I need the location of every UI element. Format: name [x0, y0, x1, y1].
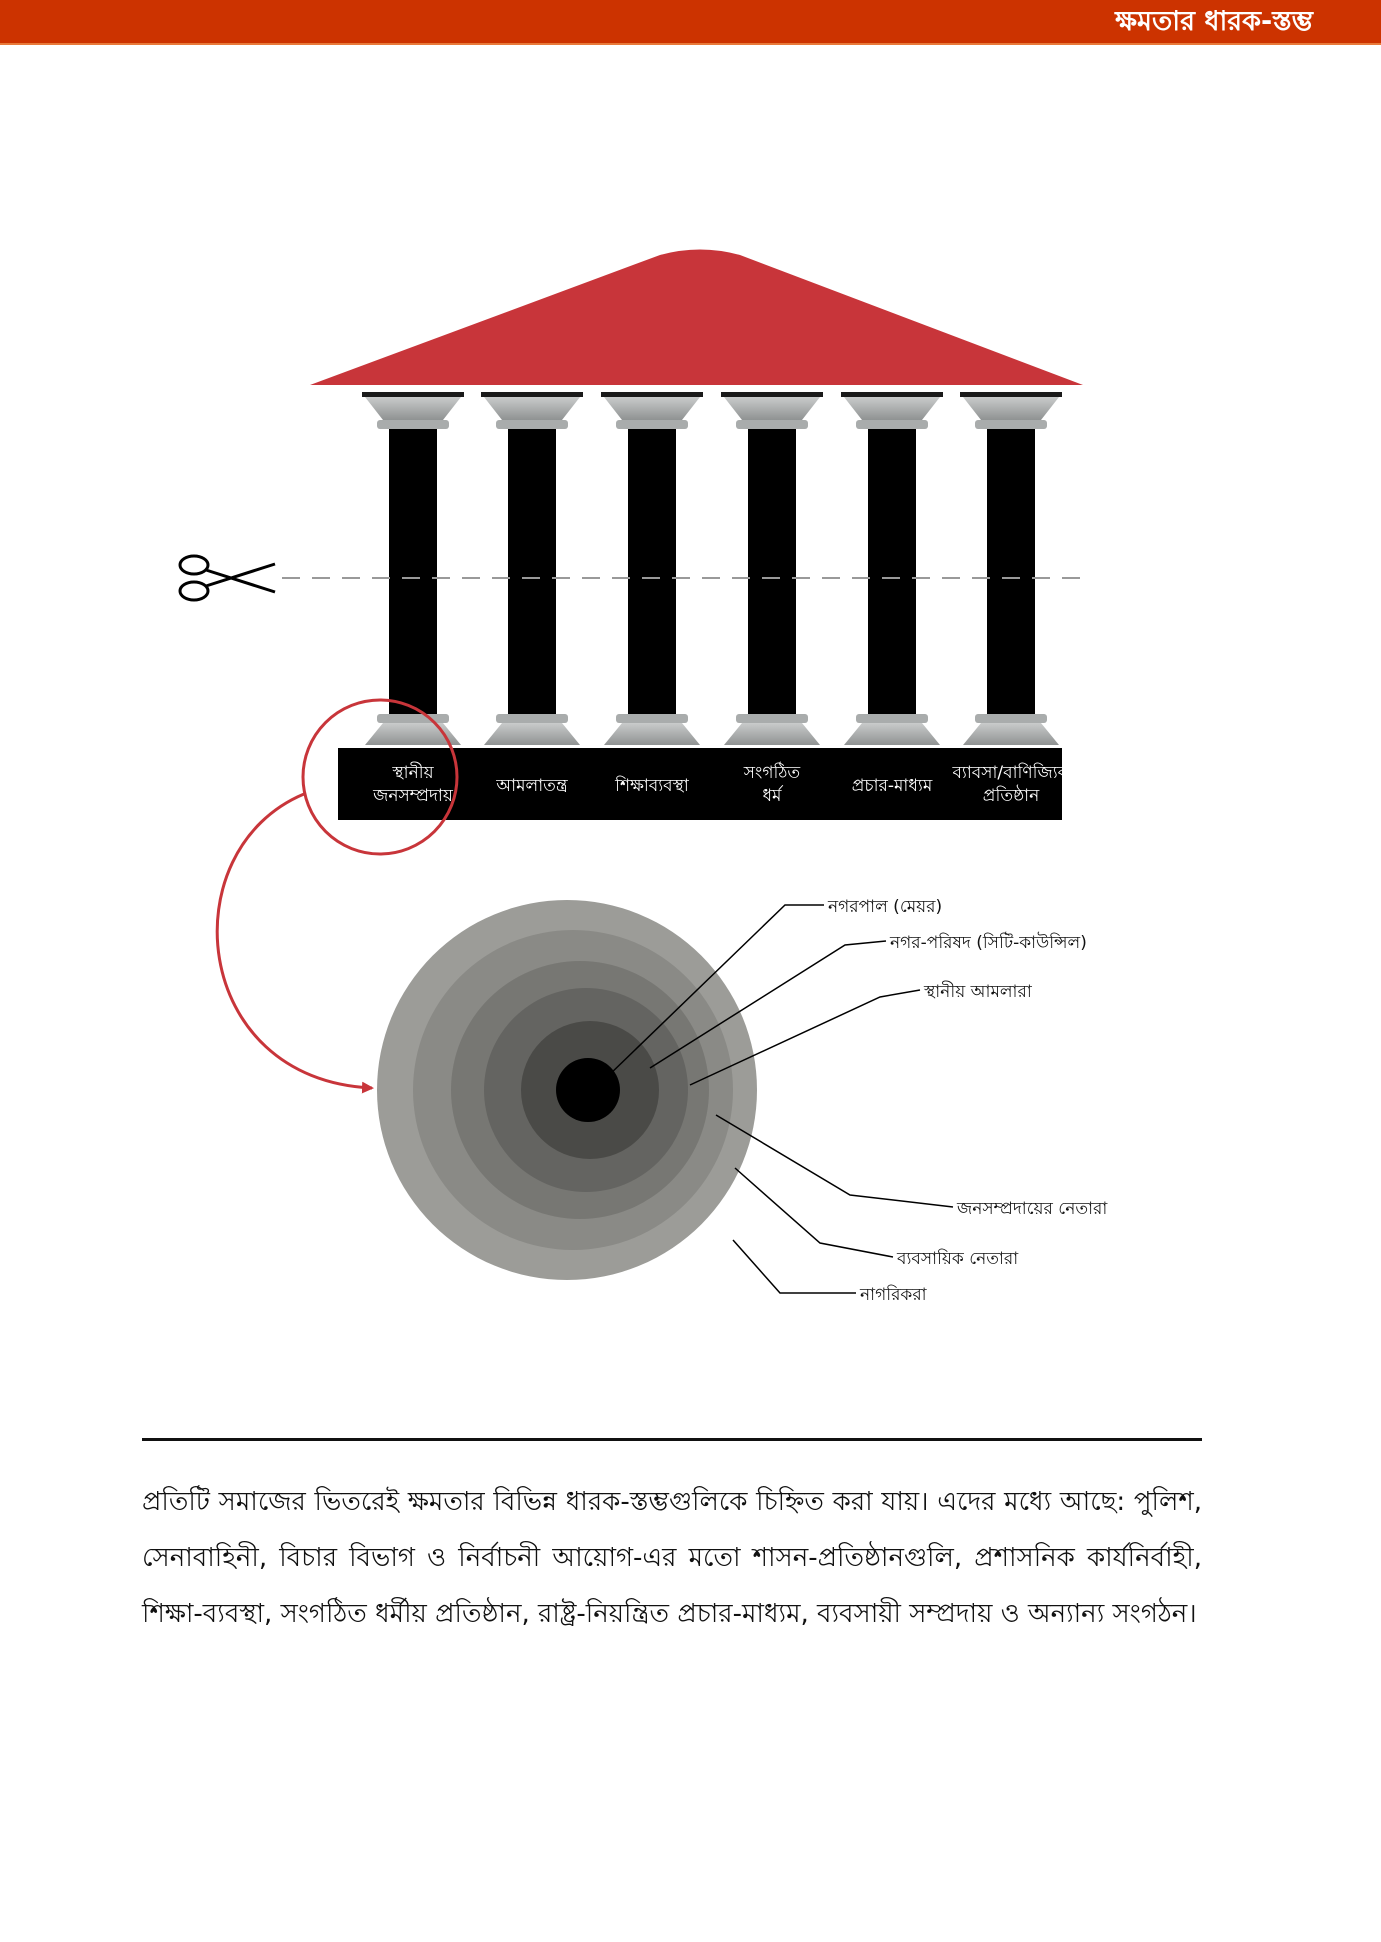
divider-rule	[142, 1438, 1202, 1441]
column-6	[960, 392, 1062, 745]
column-4	[721, 392, 823, 745]
leader-line-2	[735, 1168, 893, 1257]
pillar-label-1: স্থানীয়	[392, 763, 434, 783]
concentric-rings	[377, 900, 757, 1280]
pillar-label-1-line2: জনসম্প্রদায়	[373, 786, 453, 806]
pillar-label-4-line2: ধর্ম	[762, 786, 782, 806]
temple-base	[338, 748, 1062, 820]
pillar-label-3: শিক্ষাব্যবস্থা	[615, 776, 689, 796]
scissors-icon	[180, 556, 275, 600]
ring-label-5: নগর-পরিষদ (সিটি-কাউন্সিল)	[890, 933, 1087, 953]
page-title: ক্ষমতার ধারক-স্তম্ভ	[1115, 6, 1313, 37]
body-paragraph: প্রতিটি সমাজের ভিতরেই ক্ষমতার বিভিন্ন ধারক-স্তম্ভগুলিকে চিহ্নিত করা যায়। এদের মধ্যে আছে: পুলিশ, সেনাবাহিনী, বিচার বিভাগ ও নির্বাচনী আয়োগ-এর মতো শাসন-প্রতিষ্ঠানগুলি, প্রশাসনিক কার্যনির্বাহী, শিক্ষা-ব্যবস্থা, সংগঠিত ধর্মীয় প্রতিষ্ঠান, রাষ্ট্র-নিয়ন্ত্রিত প্রচার-মাধ্যম, ব্যবসায়ী সম্প্রদায় ও অন্যান্য সংগঠন।	[142, 1487, 1202, 1629]
ring-label-4: স্থানীয় আমলারা	[924, 982, 1032, 1002]
ring-label-6: নগরপাল (মেয়র)	[828, 897, 943, 917]
ring-label-3: জনসম্প্রদায়ের নেতারা	[957, 1199, 1108, 1219]
column-3	[601, 392, 703, 745]
temple-roof	[310, 250, 1083, 386]
pillar-label-6-line2: প্রতিষ্ঠান	[982, 786, 1040, 806]
column-1	[362, 392, 464, 745]
curved-arrow	[217, 794, 372, 1088]
ring-label-2: ব্যবসায়িক নেতারা	[897, 1249, 1019, 1269]
pillar-label-4: সংগঠিত	[743, 763, 801, 783]
column-2	[481, 392, 583, 745]
column-5	[841, 392, 943, 745]
leader-line-1	[733, 1240, 856, 1293]
pillar-label-5: প্রচার-মাধ্যম	[851, 776, 933, 796]
pillar-label-2: আমলাতন্ত্র	[496, 776, 568, 796]
pillar-label-6: ব্যাবসা/বাণিজ্যিক	[952, 763, 1070, 783]
ring-6	[556, 1058, 620, 1122]
columns	[362, 392, 1062, 745]
ring-label-1: নাগরিকরা	[860, 1285, 927, 1305]
